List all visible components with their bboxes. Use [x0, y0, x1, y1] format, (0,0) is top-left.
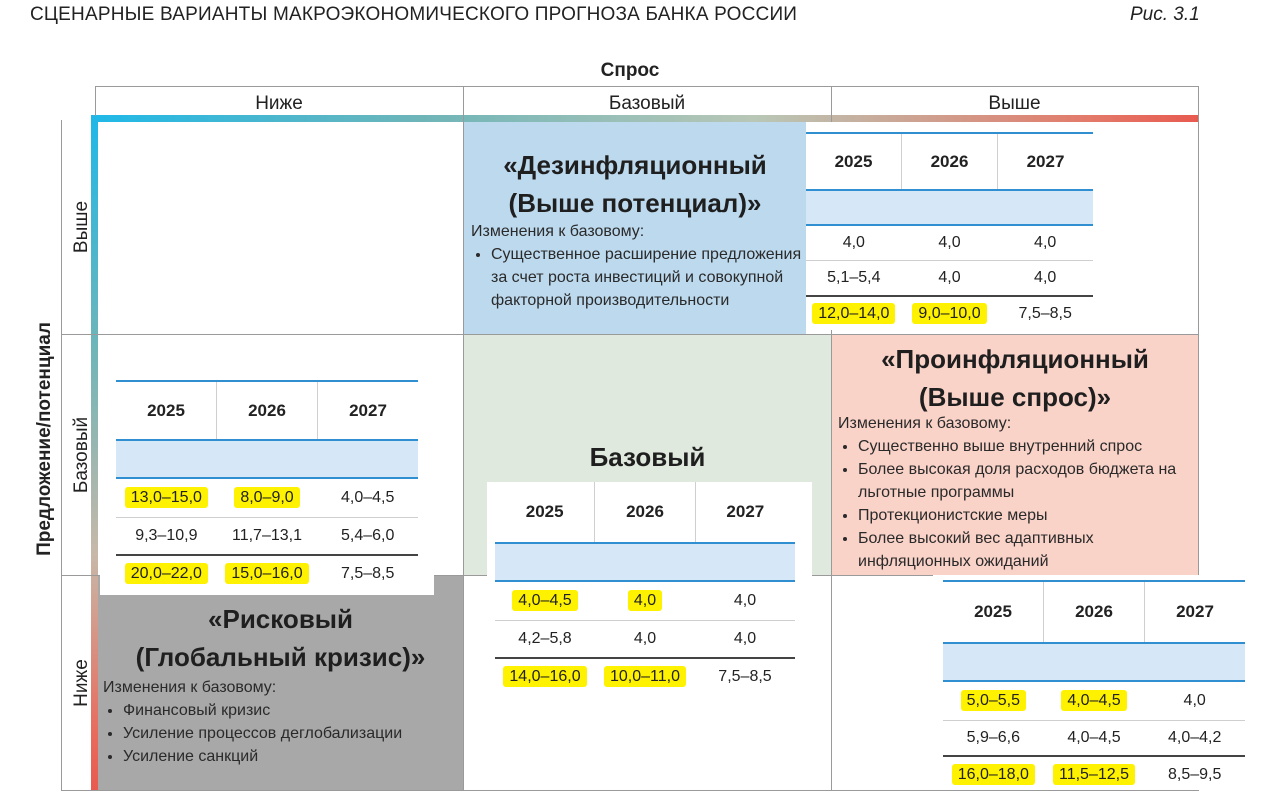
grid-v-left: [61, 120, 62, 791]
proinfl-title-line1: «Проинфляционный: [881, 344, 1149, 374]
table-row: [806, 261, 1093, 295]
supply-level-high: Выше: [71, 200, 92, 254]
table-band: [806, 191, 1093, 226]
risk-changes-label: Изменения к базовому:: [103, 679, 277, 696]
table-cell: 13,0–15,0: [125, 487, 208, 508]
table-cell: 20,0–22,0: [125, 563, 208, 584]
disinfl-scenario: [464, 146, 806, 222]
table-cell: 4,0: [938, 234, 961, 251]
proinfl-changes-label: Изменения к базовому:: [838, 415, 1012, 432]
year-header: 2025: [806, 134, 902, 189]
risk-title-line2: (Глобальный кризис)»: [135, 642, 426, 672]
year-header: 2026: [595, 482, 695, 542]
table-cell: 4,0: [1034, 234, 1057, 251]
year-header: 2027: [1176, 602, 1214, 621]
proinfl-bullet: • Более высокая доля расходов бюджета на льготные программы: [858, 458, 1194, 504]
risk-title-line1: «Рисковый: [208, 604, 353, 634]
proinfl-table: [933, 575, 1245, 790]
table-cell: 14,0–16,0: [503, 666, 586, 687]
base-table: [487, 482, 812, 704]
table-cell: 16,0–18,0: [952, 764, 1035, 785]
risk-table: [100, 365, 434, 595]
demand-level-base: Базовый: [608, 93, 686, 114]
table-cell: 4,0–4,5: [512, 590, 577, 611]
table-cell: 4,0: [628, 590, 662, 611]
table-row: [495, 621, 795, 657]
year-header: 2026: [1044, 582, 1145, 642]
proinfl-changes: [838, 412, 1194, 574]
table-cell: 4,0: [1034, 269, 1057, 286]
table-cell: 9,0–10,0: [912, 303, 986, 324]
table-band: [943, 644, 1245, 682]
table-cell: 4,0: [1183, 692, 1206, 709]
figure-title: СЦЕНАРНЫЕ ВАРИАНТЫ МАКРОЭКОНОМИЧЕСКОГО ПРОГНОЗА БАНКА РОССИИ: [30, 4, 798, 25]
year-header: 2025: [495, 482, 595, 542]
risk-changes: [103, 676, 458, 768]
table-cell: 8,5–9,5: [1167, 766, 1222, 783]
table-row: [116, 518, 418, 554]
demand-level-low: Ниже: [255, 93, 303, 114]
base-title: Базовый: [589, 442, 706, 472]
disinfl-bullet: • Существенное расширение предложения за счет роста инвестиций и совокупной факторной производительности: [491, 243, 806, 312]
table-cell: 4,0: [633, 630, 657, 647]
table-cell: 4,0–4,5: [340, 489, 395, 506]
year-header: 2025: [943, 582, 1044, 642]
table-band: [495, 544, 795, 582]
risk-scenario: [98, 600, 463, 676]
risk-bullet: • Усиление процессов деглобализации: [123, 722, 458, 745]
proinfl-bullet: • Существенно выше внутренний спрос: [858, 435, 1194, 458]
table-cell: 4,2–5,8: [518, 630, 572, 647]
table-cell: 4,0: [733, 630, 757, 647]
table-cell: 5,4–6,0: [340, 527, 395, 544]
year-header: 2027: [726, 502, 765, 521]
figure-number: Рис. 3.1: [1130, 4, 1200, 25]
table-cell: 4,0: [733, 592, 757, 609]
table-cell: 7,5–8,5: [1018, 305, 1072, 322]
disinfl-changes: [471, 220, 806, 312]
year-header: 2027: [1026, 152, 1065, 171]
table-cell: 4,0: [842, 234, 865, 251]
table-row: [806, 295, 1093, 331]
table-cell: 4,0–4,5: [1067, 729, 1121, 746]
table-cell: 10,0–11,0: [604, 666, 686, 687]
risk-bullet: • Усиление санкций: [123, 745, 458, 768]
demand-axis-label: Спрос: [600, 60, 660, 81]
table-cell: 5,9–6,6: [966, 729, 1021, 746]
risk-bullet: • Финансовый кризис: [123, 699, 458, 722]
disinfl-changes-label: Изменения к базовому:: [471, 223, 645, 240]
year-header: 2026: [217, 382, 318, 439]
table-cell: 5,0–5,5: [961, 690, 1026, 711]
supply-level-low: Ниже: [71, 659, 92, 707]
table-row: [943, 682, 1245, 721]
proinfl-title-line2: (Выше спрос)»: [918, 382, 1112, 412]
supply-level-base: Базовый: [71, 416, 92, 494]
disinfl-title-line2: (Выше потенциал)»: [508, 188, 762, 218]
table-cell: 4,0: [938, 269, 961, 286]
table-cell: 4,0–4,2: [1167, 729, 1222, 746]
disinfl-title-line1: «Дезинфляционный: [503, 150, 767, 180]
year-header: 2027: [349, 401, 387, 420]
supply-axis-label: Предложение/потенциал: [34, 322, 55, 556]
table-cell: 8,0–9,0: [234, 487, 299, 508]
table-cell: 4,0–4,5: [1061, 690, 1126, 711]
table-row: [495, 582, 795, 621]
table-cell: 11,5–12,5: [1053, 764, 1135, 785]
disinfl-table: [806, 122, 1093, 330]
table-cell: 12,0–14,0: [812, 303, 895, 324]
table-cell: 15,0–16,0: [225, 563, 308, 584]
proinfl-scenario: [832, 340, 1198, 416]
grid-top-line: [95, 86, 1198, 87]
table-row: [943, 755, 1245, 793]
table-row: [495, 657, 795, 695]
year-header: 2025: [116, 382, 217, 439]
table-row: [116, 554, 418, 592]
table-cell: 7,5–8,5: [340, 565, 395, 582]
demand-level-high: Выше: [988, 93, 1041, 114]
grid-v-0: [95, 86, 96, 116]
proinfl-bullet: • Более высокий вес адаптивных инфляционных ожиданий: [858, 527, 1194, 573]
demand-gradient-bar: [93, 115, 1199, 122]
table-cell: 7,5–8,5: [718, 668, 772, 685]
table-band: [116, 441, 418, 479]
table-cell: 5,1–5,4: [827, 269, 881, 286]
table-row: [806, 226, 1093, 261]
year-header: 2026: [902, 134, 998, 189]
table-cell: 9,3–10,9: [135, 527, 198, 544]
table-row: [116, 479, 418, 518]
table-row: [943, 721, 1245, 755]
table-cell: 11,7–13,1: [232, 527, 302, 544]
proinfl-bullet: • Протекционистские меры: [858, 504, 1194, 527]
